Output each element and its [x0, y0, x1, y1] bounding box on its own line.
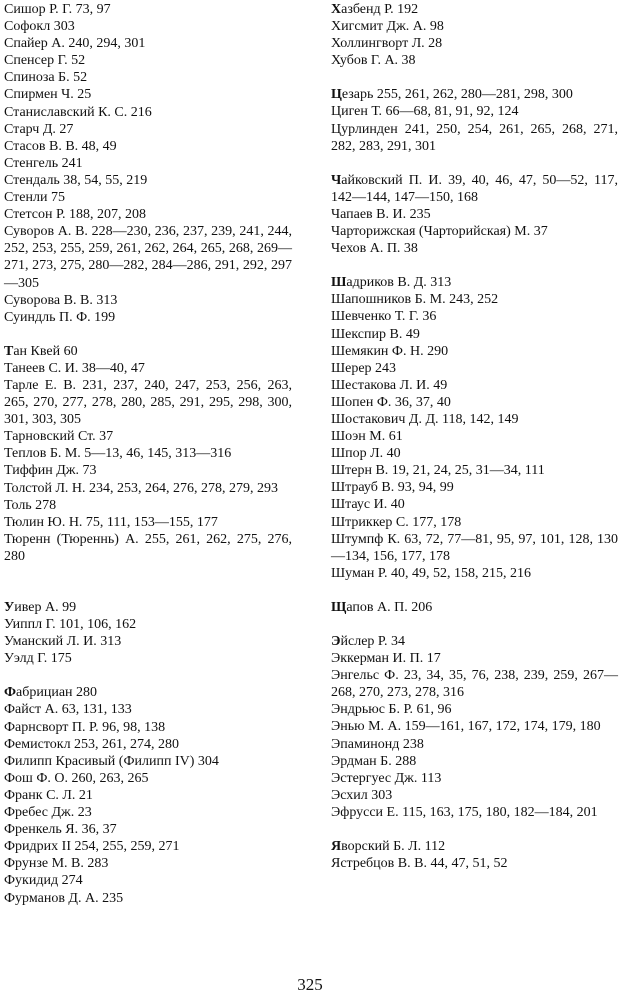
section-initial-letter: Я	[331, 839, 342, 855]
index-entry-text: Толь 278	[4, 497, 57, 513]
index-entry	[4, 616, 292, 633]
index-entry-text: Станиславский К. С. 216	[4, 104, 152, 120]
index-entry-text: Спенсер Г. 52	[4, 53, 86, 69]
section-gap	[4, 565, 292, 582]
index-entry	[4, 172, 292, 189]
index-entry-text: Стетсон Р. 188, 207, 208	[4, 207, 147, 223]
index-entry	[4, 701, 292, 718]
index-entry	[331, 394, 618, 411]
index-entry-text: ан Квей 60	[13, 343, 78, 359]
index-entry-text: Уиппл Г. 101, 106, 162	[4, 617, 137, 633]
index-entry-text: Стенли 75	[4, 190, 65, 206]
index-entry-text: ивер А. 99	[14, 600, 77, 615]
section-initial-letter: Т	[4, 343, 14, 359]
index-entry	[331, 633, 618, 650]
index-entry-text: Фарнсворт П. Р. 96, 98, 138	[4, 719, 166, 735]
section-gap	[331, 155, 618, 172]
section-gap	[4, 667, 292, 684]
index-entry-text: Шерер 243	[331, 360, 397, 376]
index-entry-text: Эккерман И. П. 17	[331, 651, 441, 667]
index-entry-text: Фукидид 274	[4, 873, 83, 889]
index-entry-text: Шемякин Ф. Н. 290	[331, 343, 449, 359]
index-entry-text: ворский Б. Л. 112	[341, 839, 446, 855]
index-entry-text: Стендаль 38, 54, 55, 219	[4, 172, 148, 188]
index-entry	[331, 343, 618, 360]
index-entry-text: Филипп Красивый (Филипп IV) 304	[4, 753, 219, 769]
index-entry-text: Цурлинден 241, 250, 254, 261, 265, 268, 271, 282, 283, 291, 301	[331, 121, 618, 154]
index-entry	[331, 308, 618, 325]
index-entry	[4, 206, 292, 223]
index-entry	[4, 804, 292, 821]
index-entry	[331, 667, 618, 701]
index-entry-text: Хубов Г. А. 38	[331, 53, 416, 69]
index-entry	[4, 428, 292, 445]
index-entry-text: Старч Д. 27	[4, 121, 74, 137]
page-number: 325	[297, 975, 323, 994]
index-entry	[4, 292, 292, 309]
index-entry	[331, 360, 618, 377]
section-gap	[4, 326, 292, 343]
index-entry-text: Хигсмит Дж. А. 98	[331, 19, 444, 35]
section-gap	[331, 69, 618, 86]
index-entry-text: Эрдман Б. 288	[331, 753, 417, 769]
index-entry-text: Фурманов Д. А. 235	[4, 890, 124, 906]
index-entry	[4, 35, 292, 52]
section-gap	[331, 616, 618, 633]
index-entry-text: Штаус И. 40	[331, 497, 405, 513]
index-entry-text: Софокл 303	[4, 19, 75, 35]
index-entry-text: Шостакович Д. Д. 118, 142, 149	[331, 411, 519, 427]
index-entry-text: Фребес Дж. 23	[4, 805, 92, 821]
section-initial-letter: У	[4, 600, 15, 615]
index-entry	[331, 223, 618, 240]
index-entry-text: йслер Р. 34	[340, 634, 405, 649]
index-entry-text: Стенгель 241	[4, 155, 83, 171]
index-entry-text: Френкель Я. 36, 37	[4, 822, 117, 838]
section-initial-letter: Щ	[331, 599, 347, 615]
section-gap	[331, 821, 618, 838]
index-entry-text: Холлингворт Л. 28	[331, 36, 443, 52]
index-entry	[4, 770, 292, 787]
index-entry-text: Штумпф К. 63, 72, 77—81, 95, 97, 101, 128, 130—134, 156, 177, 178	[331, 531, 618, 564]
index-entry-text: Шоэн М. 61	[331, 429, 403, 445]
index-entry-text: Чапаев В. И. 235	[331, 206, 431, 222]
index-entry-text: адриков В. Д. 313	[346, 275, 452, 291]
index-entry-text: Фош Ф. О. 260, 263, 265	[4, 770, 149, 786]
index-entry-text: Эстергуес Дж. 113	[331, 770, 442, 786]
index-entry	[331, 753, 618, 770]
index-entry	[4, 872, 292, 889]
index-entry-text: Теплов Б. М. 5—13, 46, 145, 313—316	[4, 446, 232, 462]
index-entry-text: Циген Т. 66—68, 81, 91, 92, 124	[331, 104, 519, 120]
index-entry-text: Чарторижская (Чарторийская) М. 37	[331, 224, 548, 240]
index-entry	[4, 531, 292, 565]
index-entry	[331, 599, 618, 616]
index-entry	[4, 838, 292, 855]
index-entry-text: Эсхил 303	[331, 787, 393, 803]
index-entry-text: Тиффин Дж. 73	[4, 463, 97, 479]
index-entry	[4, 189, 292, 206]
index-entry	[331, 531, 618, 565]
index-entry	[4, 890, 292, 907]
index-entry-text: Шпор Л. 40	[331, 446, 401, 462]
section-initial-letter: Ф	[4, 685, 17, 701]
index-entry-text: Тюлин Ю. Н. 75, 111, 153—155, 177	[4, 514, 218, 530]
index-entry	[4, 52, 292, 69]
index-entry-text: айковский П. И. 39, 40, 46, 47, 50—52, 117, 142—144, 147—150, 168	[331, 172, 618, 205]
index-entry-text: Уманский Л. И. 313	[4, 634, 122, 650]
index-column-left	[4, 1, 292, 907]
index-entry	[4, 343, 292, 360]
index-entry	[331, 103, 618, 120]
index-entry-text: Толстой Л. Н. 234, 253, 264, 276, 278, 279, 293	[4, 480, 279, 496]
section-initial-letter: Ш	[331, 275, 347, 291]
index-entry	[4, 650, 292, 667]
index-entry-text: Штриккер С. 177, 178	[331, 514, 462, 530]
index-entry	[4, 855, 292, 872]
index-column-right	[331, 1, 618, 872]
index-entry-text: Эндрьюс Б. Р. 61, 96	[331, 702, 452, 718]
index-entry	[4, 104, 292, 121]
index-entry-text: Шестакова Л. И. 49	[331, 377, 448, 393]
index-entry	[331, 240, 618, 257]
index-entry	[4, 821, 292, 838]
index-entry	[4, 514, 292, 531]
index-entry	[4, 155, 292, 172]
index-entry-text: абрициан 280	[16, 685, 98, 701]
index-entry	[4, 360, 292, 377]
index-entry-text: Файст А. 63, 131, 133	[4, 702, 132, 718]
index-entry	[331, 291, 618, 308]
index-entry	[331, 855, 618, 872]
index-entry	[4, 753, 292, 770]
index-entry-text: Стасов В. В. 48, 49	[4, 138, 117, 154]
index-entry	[4, 138, 292, 155]
index-entry	[4, 69, 292, 86]
section-initial-letter: Х	[331, 2, 342, 17]
index-entry	[331, 462, 618, 479]
index-entry	[331, 428, 618, 445]
index-entry	[331, 86, 618, 103]
index-entry	[331, 1, 618, 18]
index-entry	[331, 804, 618, 821]
index-entry-text: Шапошников Б. М. 243, 252	[331, 292, 499, 308]
index-entry	[4, 736, 292, 753]
index-entry-text: Эпаминонд 238	[331, 736, 424, 752]
section-initial-letter: Э	[331, 634, 341, 649]
index-entry	[4, 480, 292, 497]
section-initial-letter: Ц	[331, 87, 342, 103]
index-entry	[331, 701, 618, 718]
section-gap	[331, 257, 618, 274]
index-entry	[4, 1, 292, 18]
index-entry-text: Штрауб В. 93, 94, 99	[331, 480, 454, 496]
section-gap	[4, 582, 292, 599]
index-entry-text: Суиндль П. Ф. 199	[4, 309, 116, 325]
index-entry-text: Тюренн (Тюреннь) А. 255, 261, 262, 275, 276, 280	[4, 531, 292, 564]
index-entry	[4, 599, 292, 616]
index-entry-text: Фридрих II 254, 255, 259, 271	[4, 839, 180, 855]
index-entry	[331, 496, 618, 513]
index-entry-text: Суворова В. В. 313	[4, 292, 118, 308]
index-entry	[331, 377, 618, 394]
index-entry	[4, 787, 292, 804]
index-entry	[4, 223, 292, 291]
index-entry	[331, 206, 618, 223]
index-entry	[331, 326, 618, 343]
index-entry-text: Штерн В. 19, 21, 24, 25, 31—34, 111	[331, 463, 545, 479]
index-entry	[4, 121, 292, 138]
index-entry	[331, 736, 618, 753]
index-entry-text: Франк С. Л. 21	[4, 787, 93, 803]
index-entry-text: Фрунзе М. В. 283	[4, 856, 109, 872]
index-entry	[331, 787, 618, 804]
index-entry-text: апов А. П. 206	[346, 599, 433, 615]
index-entry-text: Шевченко Т. Г. 36	[331, 309, 437, 325]
index-entry	[331, 52, 618, 69]
index-entry-text: Шуман Р. 40, 49, 52, 158, 215, 216	[331, 565, 531, 581]
index-entry	[331, 411, 618, 428]
index-entry	[4, 497, 292, 514]
index-entry-text: Энью М. А. 159—161, 167, 172, 174, 179, 180	[331, 719, 601, 735]
index-entry-text: езарь 255, 261, 262, 280—281, 298, 300	[341, 87, 573, 103]
index-entry	[331, 838, 618, 855]
index-entry-text: Шопен Ф. 36, 37, 40	[331, 394, 451, 410]
section-gap	[331, 582, 618, 599]
index-entry-text: Эфрусси Е. 115, 163, 175, 180, 182—184, 201	[331, 804, 598, 820]
index-entry	[4, 18, 292, 35]
index-entry	[331, 445, 618, 462]
index-entry	[331, 274, 618, 291]
index-entry	[4, 684, 292, 701]
index-entry-text: Суворов А. В. 228—230, 236, 237, 239, 241, 244, 252, 253, 255, 259, 261, 262, 264, 265, 268, 269—271, 273, 275, 280—282, 284—286, 291, 292, 297—305	[4, 224, 292, 291]
index-entry-text: Ястребцов В. В. 44, 47, 51, 52	[331, 856, 508, 872]
index-entry	[4, 445, 292, 462]
index-entry	[4, 377, 292, 428]
index-entry-text: Уэлд Г. 175	[4, 651, 72, 667]
index-entry	[331, 770, 618, 787]
index-entry	[331, 650, 618, 667]
index-entry-text: азбенд Р. 192	[341, 2, 419, 17]
index-entry-text: Тарле Е. В. 231, 237, 240, 247, 253, 256, 263, 265, 270, 277, 278, 280, 285, 291, 295, 298, 300, 301, 303, 305	[4, 377, 292, 428]
index-entry	[331, 514, 618, 531]
index-entry-text: Фемистокл 253, 261, 274, 280	[4, 736, 180, 752]
index-entry-text: Спайер А. 240, 294, 301	[4, 36, 146, 52]
index-entry	[331, 18, 618, 35]
index-entry	[331, 718, 618, 735]
index-entry	[4, 719, 292, 736]
index-entry-text: Чехов А. П. 38	[331, 241, 418, 257]
index-entry	[4, 86, 292, 103]
index-entry-text: Сишор Р. Г. 73, 97	[4, 2, 111, 17]
index-entry-text: Шекспир В. 49	[331, 326, 420, 342]
index-entry	[331, 35, 618, 52]
index-entry-text: Спиноза Б. 52	[4, 70, 88, 86]
index-entry	[331, 479, 618, 496]
index-entry	[331, 172, 618, 206]
index-entry	[331, 121, 618, 155]
index-entry-text: Энгельс Ф. 23, 34, 35, 76, 238, 239, 259, 267—268, 270, 273, 278, 316	[331, 668, 618, 701]
index-entry-text: Спирмен Ч. 25	[4, 87, 92, 103]
index-entry-text: Танеев С. И. 38—40, 47	[4, 360, 145, 376]
index-entry-text: Тарновский Ст. 37	[4, 429, 114, 445]
index-entry	[4, 309, 292, 326]
index-entry	[4, 462, 292, 479]
section-initial-letter: Ч	[331, 172, 342, 188]
index-entry	[4, 633, 292, 650]
index-entry	[331, 565, 618, 582]
